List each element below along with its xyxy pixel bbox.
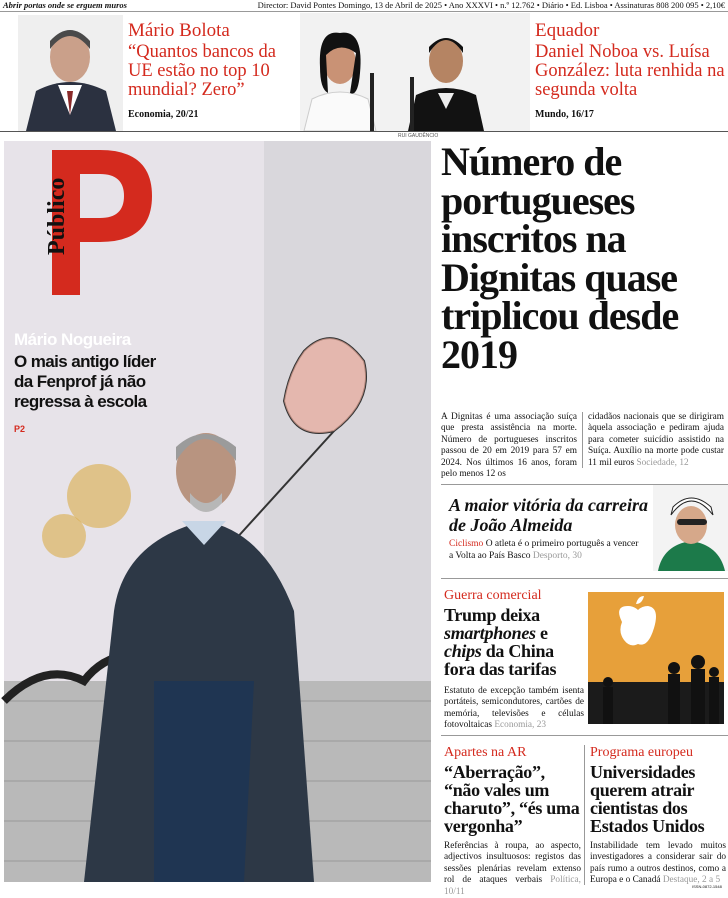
programa-kicker: Programa europeu xyxy=(590,745,694,760)
bottom-col-divider xyxy=(584,745,585,885)
bolota-quote: “Quantos bancos da UE estão no top 10 mundial? Zero” xyxy=(128,42,276,100)
lead-headline[interactable]: Número de portugueses inscritos na Dignitas quase triplicou desde 2019 xyxy=(441,139,679,377)
equador-photo xyxy=(300,13,530,131)
bolota-photo xyxy=(18,15,123,131)
lead-col-2: cidadãos nacionais que se dirigiram àquela associação e pediram ajuda para cometer suicídio assistido na Suíça. Auxílio na morte pode custar 11 mil euros Sociedade, 12 xyxy=(588,412,724,468)
programa-text: Instabilidade tem levado muitos investigadores a considerar sair do país rumo a outros destinos, como a Europa e o Canadá Destaque, 2 a 5 xyxy=(590,841,726,886)
masthead-strip xyxy=(0,0,728,12)
apartes-text: Referências à roupa, ao aspecto, adjectivos insultuosos: registos das sessões plenárias revelam extenso rol de ataques verbais Política, 10/11 xyxy=(444,841,581,897)
trade-headline: Trump deixa smartphones e chips da China fora das tarifas xyxy=(444,605,557,679)
lead-col-divider xyxy=(582,412,583,468)
mid-rule-2 xyxy=(441,735,728,736)
cover-kicker: Mário Nogueira xyxy=(14,330,131,349)
apartes-kicker: Apartes na AR xyxy=(444,745,527,760)
trade-story[interactable] xyxy=(444,588,584,732)
almeida-text: Ciclismo O atleta é o primeiro português a vencer a Volta ao País Basco Desporto, 30 xyxy=(449,539,639,561)
equador-ref: Mundo, 16/17 xyxy=(535,109,594,120)
bolota-kicker: Mário Bolota xyxy=(128,20,230,41)
lead-col-1: A Dignitas é uma associação suíça que presta assistência na morte. Número de portugueses inscritos passou de 20 em 2019 para 57 em 2024. Nos últimos 16 anos, foram pelo menos 12 os xyxy=(441,412,577,480)
apple-photo xyxy=(588,592,724,724)
mid-rule-1 xyxy=(441,578,728,579)
trade-text: Estatuto de excepção também isenta portáteis, semicondutores, cartões de memória, televisões e células fotovoltaicas Economia, 23 xyxy=(444,686,584,731)
issue-meta: Director: David Pontes Domingo, 13 de Abril de 2025 • Ano XXXVI • n.º 12.762 • Diário • Ed. Lisboa • Assinaturas 808 200 095 • 2,10€ xyxy=(257,0,725,10)
motto: Abrir portas onde se erguem muros xyxy=(3,0,127,10)
cover-page-ref: P2 xyxy=(14,424,26,434)
cover-headline[interactable]: O mais antigo líder da Fenprof já não regressa à escola xyxy=(14,352,156,411)
equador-quote: Daniel Noboa vs. Luísa González: luta renhida na segunda volta xyxy=(535,42,725,100)
top-rule xyxy=(0,131,728,132)
almeida-title: A maior vitória da carreira de João Almeida xyxy=(449,495,649,535)
publico-logo xyxy=(16,150,156,300)
apartes-headline: “Aberração”, “não vales um charuto”, “és uma vergonha” xyxy=(444,762,580,836)
teaser-equador[interactable] xyxy=(365,13,728,131)
equador-kicker: Equador xyxy=(535,20,600,41)
programa-story[interactable] xyxy=(590,745,726,887)
almeida-teaser[interactable] xyxy=(441,484,728,570)
lead-ref: Sociedade, 12 xyxy=(636,457,689,468)
logo-word: Público xyxy=(44,177,70,255)
almeida-photo xyxy=(653,485,728,571)
programa-headline: Universidades querem atrair cientistas dos Estados Unidos xyxy=(590,762,705,836)
trade-kicker: Guerra comercial xyxy=(444,588,542,603)
bolota-ref: Economia, 20/21 xyxy=(128,109,199,120)
apartes-story[interactable] xyxy=(444,745,581,898)
issn: ISSN-0872-1548 xyxy=(692,884,722,889)
photo-credit: RUI GAUDÊNCIO xyxy=(398,133,439,139)
